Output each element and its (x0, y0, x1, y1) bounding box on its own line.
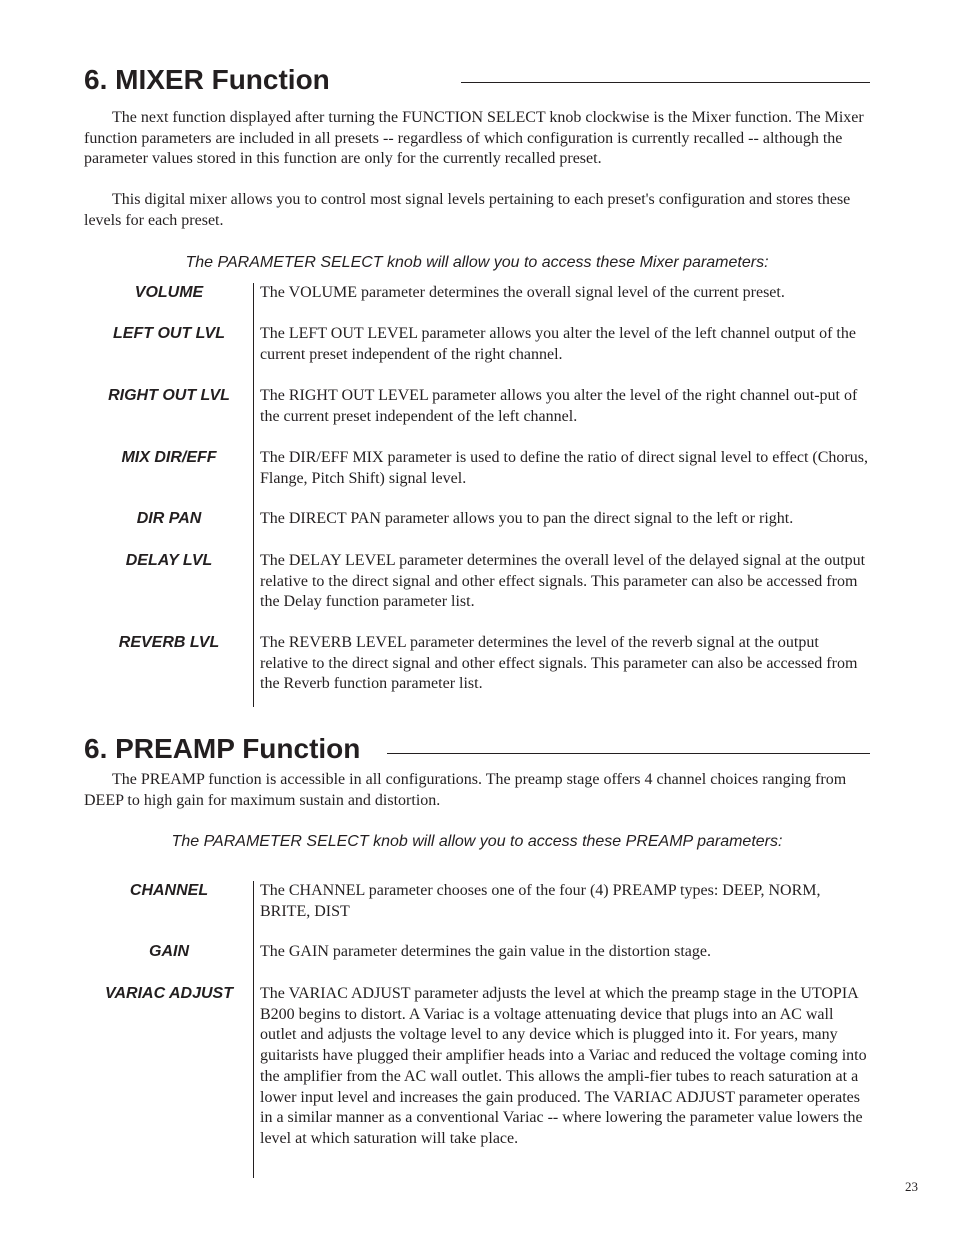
mixer-param-desc-left-out-lvl: The LEFT OUT LEVEL parameter allows you alter the level of the left channel output of the current preset independent of the right channel. (260, 325, 856, 363)
mixer-param-name-mix-dir-eff: MIX DIR/EFF (121, 449, 217, 466)
preamp-heading: 6. PREAMP Function (84, 733, 361, 764)
preamp-param-desc-channel: The CHANNEL parameter chooses one of the four (4) PREAMP types: DEEP, NORM, BRITE, DIST (260, 882, 821, 920)
mixer-heading-rule (461, 82, 870, 83)
preamp-parameter-divider (253, 881, 254, 1178)
preamp-paragraph-1-text: The PREAMP function is accessible in all configurations. The preamp stage offers 4 channel choices ranging from DEEP to high gain for maximum sustain and distortion. (84, 771, 847, 809)
mixer-param-desc-delay-lvl: The DELAY LEVEL parameter determines the overall level of the delayed signal at the output relative to the direct signal and other effect signals. This parameter can also be accessed from the Delay function parameter list. (260, 552, 866, 611)
mixer-param-name-right-out-lvl: RIGHT OUT LVL (108, 387, 230, 404)
mixer-paragraph-1-text: The next function displayed after turning the FUNCTION SELECT knob clockwise is the Mixer function. The Mixer function parameters are included in all presets -- regardless of which configuration is currently recalled -- although the parameter values stored in this function are only for the currently recalled preset. (84, 109, 864, 168)
mixer-param-name-left-out-lvl: LEFT OUT LVL (113, 325, 225, 342)
preamp-param-name-channel: CHANNEL (129, 882, 209, 899)
preamp-param-name-gain: GAIN (149, 943, 189, 960)
mixer-param-desc-volume: The VOLUME parameter determines the overall signal level of the current preset. (260, 284, 785, 301)
preamp-paragraph-1 (84, 770, 876, 811)
mixer-parameters-intro: The PARAMETER SELECT knob will allow you to access these Mixer parameters: (185, 254, 769, 271)
preamp-parameters-intro: The PARAMETER SELECT knob will allow you to access these PREAMP parameters: (171, 833, 783, 850)
mixer-paragraph-2 (84, 190, 876, 231)
preamp-param-name-variac-adjust: VARIAC ADJUST (104, 985, 233, 1002)
page-number: 23 (905, 1179, 918, 1194)
mixer-param-name-delay-lvl: DELAY LVL (125, 552, 213, 569)
mixer-paragraph-1 (84, 108, 876, 170)
preamp-param-desc-gain: The GAIN parameter determines the gain value in the distortion stage. (260, 943, 711, 960)
mixer-param-name-reverb-lvl: REVERB LVL (118, 634, 220, 651)
mixer-param-name-volume: VOLUME (134, 284, 204, 301)
mixer-param-name-dir-pan: DIR PAN (136, 510, 202, 527)
mixer-paragraph-2-text: This digital mixer allows you to control most signal levels pertaining to each preset's configuration and stores these levels for each preset. (84, 191, 851, 229)
mixer-param-desc-dir-pan: The DIRECT PAN parameter allows you to pan the direct signal to the left or right. (260, 510, 794, 527)
preamp-heading-rule (387, 753, 870, 754)
mixer-heading: 6. MIXER Function (84, 64, 330, 95)
mixer-parameter-divider (253, 283, 254, 707)
mixer-param-desc-reverb-lvl: The REVERB LEVEL parameter determines the level of the reverb signal at the output relative to the direct signal and other effect signals. This parameter can also be accessed from the Reverb function parameter list. (260, 634, 858, 693)
preamp-param-desc-variac-adjust: The VARIAC ADJUST parameter adjusts the level at which the preamp stage in the UTOPIA B200 begins to distort. A Variac is a voltage attenuating device that plugs into an AC wall outlet and adjusts the voltage level to any device which is plugged into it. For years, many guitarists have plugged their amplifier heads into a Variac and reduced the voltage coming into the amplifier from the AC wall outlet. This allows the ampli-fier tubes to reach saturation at a lower input level and increases the gain produced. The VARIAC ADJUST parameter operates in a similar manner as a conventional Variac -- where lowering the parameter value lowers the level at which saturation will take place. (260, 985, 867, 1147)
mixer-param-desc-mix-dir-eff: The DIR/EFF MIX parameter is used to define the ratio of direct signal level to effect (Chorus, Flange, Pitch Shift) signal level. (260, 449, 868, 487)
mixer-param-desc-right-out-lvl: The RIGHT OUT LEVEL parameter allows you alter the level of the right channel out-put of the current preset independent of the left channel. (260, 387, 858, 425)
